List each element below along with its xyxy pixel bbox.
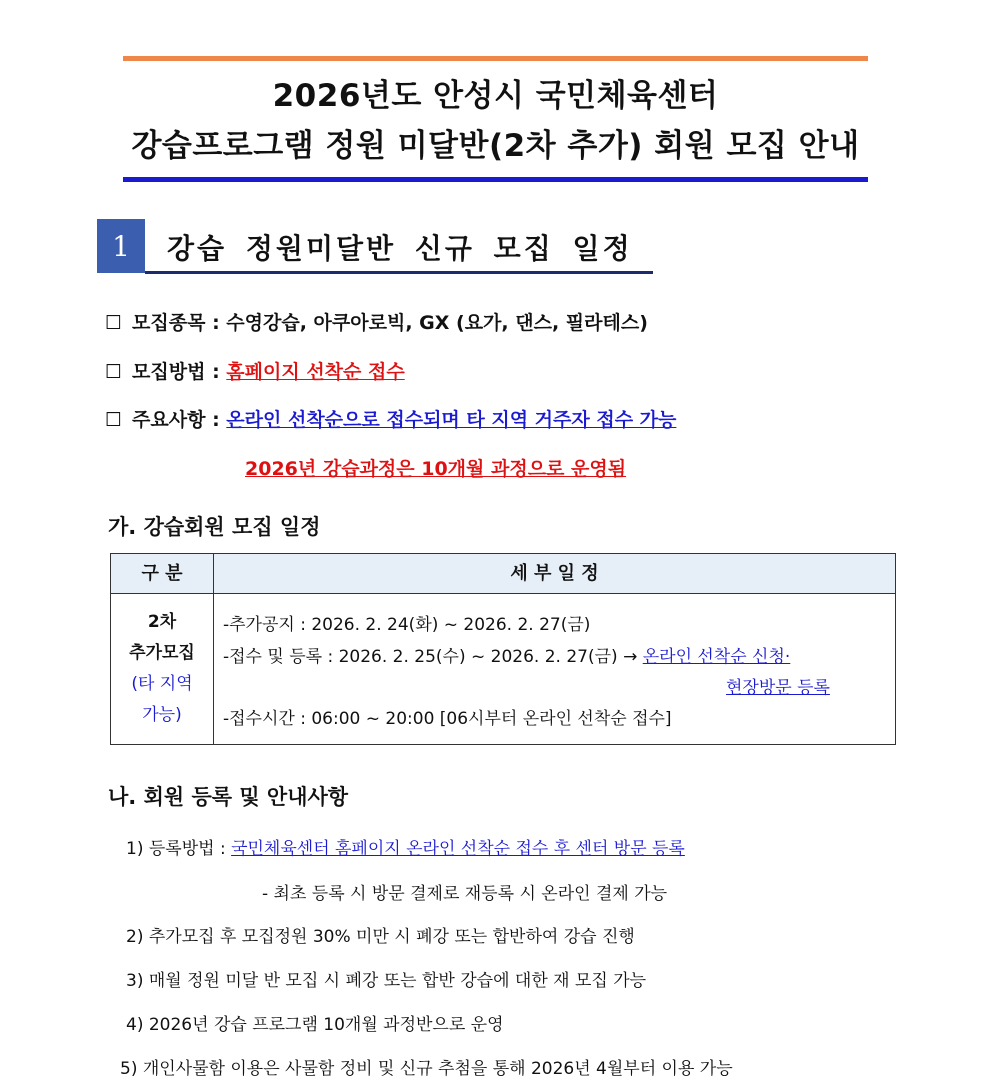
schedule-header-row — [111, 554, 895, 594]
section-number-badge: 1 — [97, 219, 145, 273]
sub-heading-b: 나. 회원 등록 및 안내사항 — [108, 785, 349, 809]
header-category: 구 분 — [141, 563, 183, 584]
main-notes-line — [105, 405, 676, 432]
title-block — [123, 56, 868, 182]
registration-method-link-2: 현장방문 등록 — [726, 678, 830, 698]
recruit-method-value: 홈페이지 선착순 접수 — [226, 361, 405, 383]
recruit-kinds-line — [105, 308, 648, 335]
section-underline — [145, 271, 653, 274]
checkbox-icon: ☐ — [105, 312, 123, 334]
title-top-bar — [123, 56, 868, 61]
info-item-1-sub: - 최초 등록 시 방문 결제로 재등록 시 온라인 결제 가능 — [262, 884, 668, 904]
section-1-header — [97, 219, 653, 275]
title-line-1: 2026년도 안성시 국민체육센터 — [272, 78, 719, 114]
category-type: 추가모집 — [129, 643, 195, 663]
info-item-5: 5) 개인사물함 이용은 사물함 정비 및 신규 추첨을 통해 2026년 4월부터 이용 가능 — [120, 1059, 733, 1079]
info-item-2: 2) 추가모집 후 모집정원 30% 미만 시 폐강 또는 합반하여 강습 진행 — [126, 927, 635, 947]
checkbox-icon: ☐ — [105, 361, 123, 383]
main-notes-label: 주요사항 : — [132, 409, 227, 431]
info-item-1 — [126, 834, 685, 859]
category-cell — [111, 594, 213, 744]
registration-period: -접수 및 등록 : 2026. 2. 25(수) ~ 2026. 2. 27(금) → — [223, 647, 643, 667]
schedule-hours-row: -접수시간 : 06:00 ~ 20:00 [06시부터 온라인 선착순 접수] — [223, 709, 672, 729]
category-round: 2차 — [147, 612, 177, 632]
info-item-3: 3) 매월 정원 미달 반 모집 시 폐강 또는 합반 강습에 대한 재 모집 가능 — [126, 971, 647, 991]
main-notes-value-1: 온라인 선착순으로 접수되며 타 지역 거주자 접수 가능 — [226, 409, 677, 431]
checkbox-icon: ☐ — [105, 409, 123, 431]
info-item-4: 4) 2026년 강습 프로그램 10개월 과정반으로 운영 — [126, 1015, 504, 1035]
main-notes-line-2 — [245, 454, 626, 481]
recruit-method-line — [105, 357, 405, 384]
main-notes-value-2: 2026년 강습과정은 10개월 과정으로 운영됨 — [245, 458, 627, 480]
schedule-table — [110, 553, 896, 745]
schedule-notice-row: -추가공지 : 2026. 2. 24(화) ~ 2026. 2. 27(금) — [223, 615, 591, 635]
info-1-label: 1) 등록방법 : — [126, 839, 232, 859]
category-note-2: 가능) — [142, 705, 182, 725]
recruit-kinds-label: 모집종목 : — [132, 312, 227, 334]
registration-method-link: 온라인 선착순 신청· — [642, 647, 791, 667]
title-line-2: 강습프로그램 정원 미달반(2차 추가) 회원 모집 안내 — [131, 128, 860, 164]
schedule-registration-row-cont — [726, 673, 830, 698]
recruit-method-label: 모집방법 : — [132, 361, 227, 383]
schedule-registration-row — [223, 642, 790, 667]
info-1-link: 국민체육센터 홈페이지 온라인 선착순 접수 후 센터 방문 등록 — [231, 839, 685, 859]
column-divider — [213, 554, 214, 744]
category-note-1: (타 지역 — [131, 674, 193, 694]
header-details: 세 부 일 정 — [510, 563, 599, 584]
recruit-kinds-value: 수영강습, 아쿠아로빅, GX (요가, 댄스, 필라테스) — [226, 312, 648, 334]
section-title: 강습 정원미달반 신규 모집 일정 — [167, 232, 633, 265]
title-bottom-bar — [123, 177, 868, 182]
sub-heading-a: 가. 강습회원 모집 일정 — [108, 515, 321, 539]
